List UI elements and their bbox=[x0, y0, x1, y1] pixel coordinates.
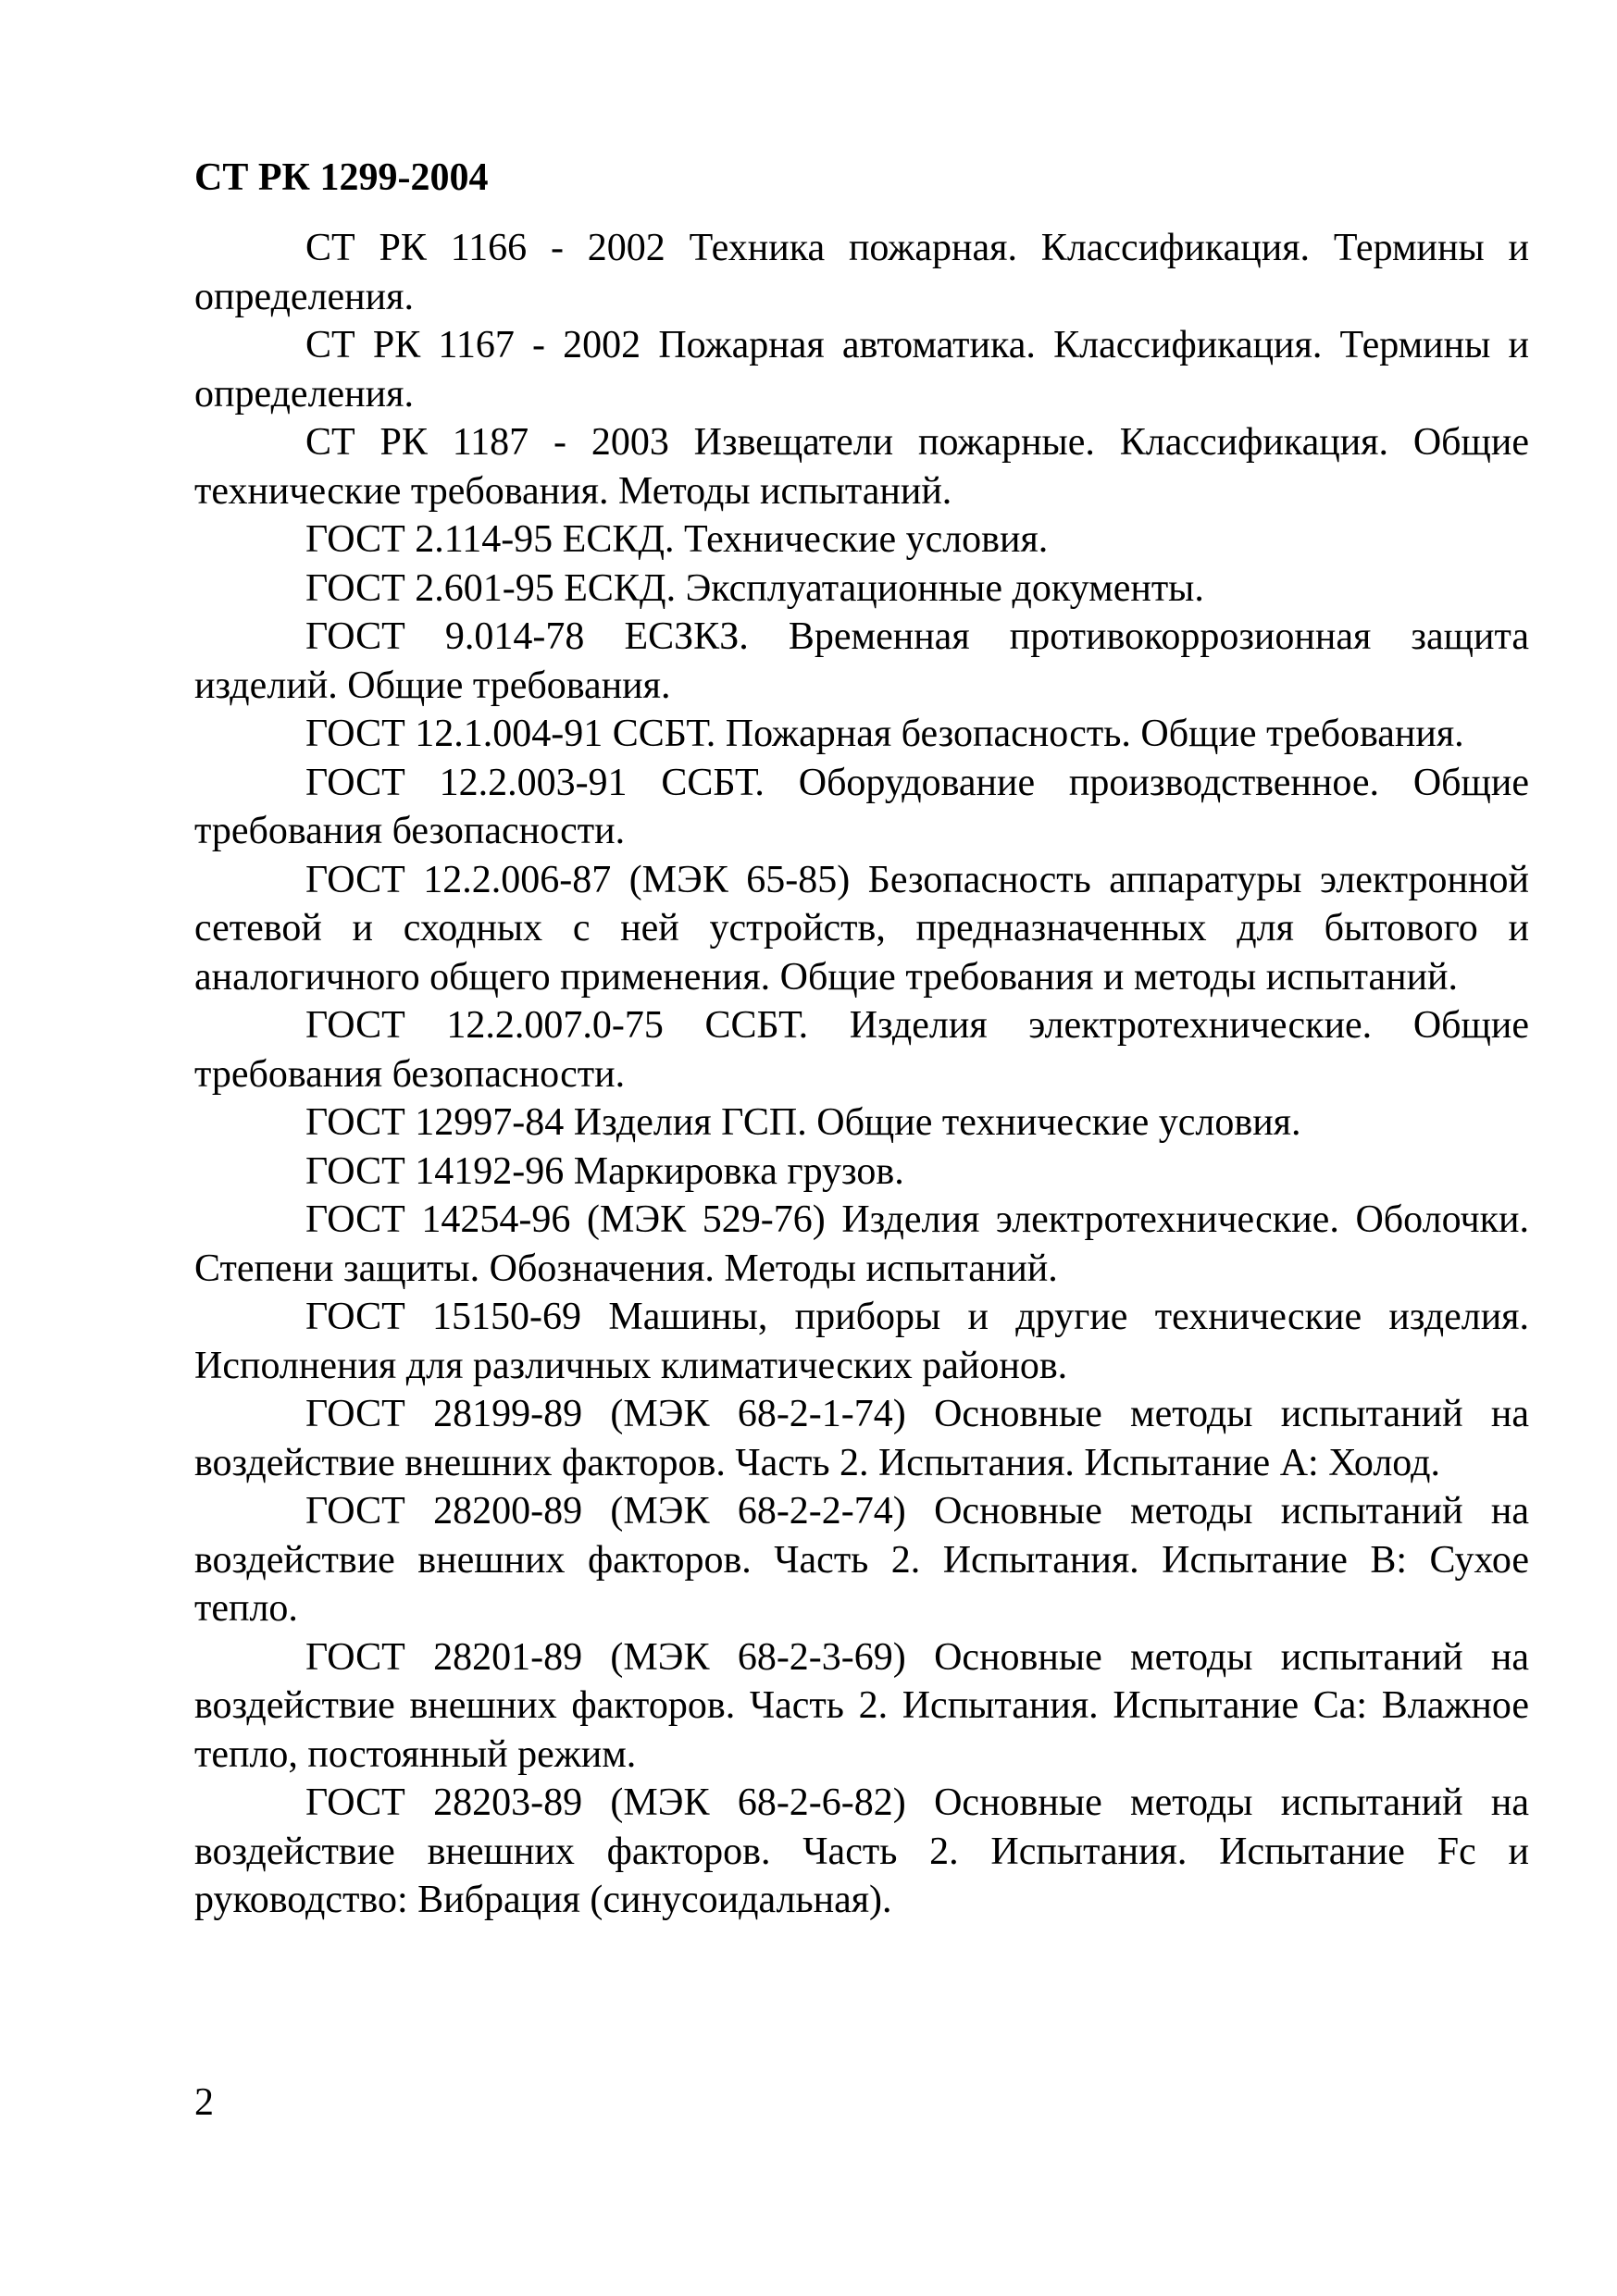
reference-item: ГОСТ 14192-96 Маркировка грузов. bbox=[305, 1149, 904, 1193]
reference-item: СТ РК 1166 - 2002 Техника пожарная. Классификация. Термины и определения. bbox=[194, 227, 1529, 318]
reference-item: ГОСТ 15150-69 Машины, приборы и другие технические изделия. Исполнения для различных климатических районов. bbox=[194, 1296, 1529, 1387]
reference-item: ГОСТ 2.601-95 ЕСКД. Эксплуатационные документы. bbox=[305, 566, 1204, 610]
reference-item: ГОСТ 28200-89 (МЭК 68-2-2-74) Основные методы испытаний на воздействие внешних факторов. Часть 2. Испытания. Испытание В: Сухое тепло. bbox=[194, 1490, 1529, 1630]
reference-item: ГОСТ 28201-89 (МЭК 68-2-3-69) Основные методы испытаний на воздействие внешних факторов. Часть 2. Испытания. Испытание Са: Влажное тепло, постоянный режим. bbox=[194, 1635, 1529, 1776]
document-code-header: СТ РК 1299-2004 bbox=[194, 156, 489, 199]
reference-item: СТ РК 1187 - 2003 Извещатели пожарные. Классификация. Общие технические требования. Методы испытаний. bbox=[194, 421, 1529, 513]
reference-item: ГОСТ 12.2.006-87 (МЭК 65-85) Безопасность аппаратуры электронной сетевой и сходных с ней устройств, предназначенных для бытового и аналогичного общего применения. Общие требования и методы испытаний. bbox=[194, 858, 1529, 999]
reference-item: ГОСТ 28203-89 (МЭК 68-2-6-82) Основные методы испытаний на воздействие внешних факторов. Часть 2. Испытания. Испытание Fc и руководство: Вибрация (синусоидальная). bbox=[194, 1781, 1529, 1921]
reference-item: ГОСТ 12.2.003-91 ССБТ. Оборудование производственное. Общие требования безопасности. bbox=[194, 761, 1529, 852]
reference-item: ГОСТ 12.1.004-91 ССБТ. Пожарная безопасность. Общие требования. bbox=[305, 713, 1464, 755]
reference-item: ГОСТ 28199-89 (МЭК 68-2-1-74) Основные методы испытаний на воздействие внешних факторов. Часть 2. Испытания. Испытание А: Холод. bbox=[194, 1393, 1529, 1484]
reference-item: ГОСТ 9.014-78 ЕСЗКЗ. Временная противокоррозионная защита изделий. Общие требования. bbox=[194, 615, 1529, 707]
normative-references-list bbox=[194, 224, 1529, 1925]
reference-item: ГОСТ 14254-96 (МЭК 529-76) Изделия электротехнические. Оболочки. Степени защиты. Обозначения. Методы испытаний. bbox=[194, 1198, 1529, 1290]
reference-item: ГОСТ 12997-84 Изделия ГСП. Общие технические условия. bbox=[305, 1101, 1301, 1144]
reference-item: ГОСТ 2.114-95 ЕСКД. Технические условия. bbox=[305, 518, 1049, 561]
page-number: 2 bbox=[194, 2081, 214, 2124]
reference-item: СТ РК 1167 - 2002 Пожарная автоматика. Классификация. Термины и определения. bbox=[194, 324, 1529, 416]
reference-item: ГОСТ 12.2.007.0-75 ССБТ. Изделия электротехнические. Общие требования безопасности. bbox=[194, 1004, 1529, 1096]
